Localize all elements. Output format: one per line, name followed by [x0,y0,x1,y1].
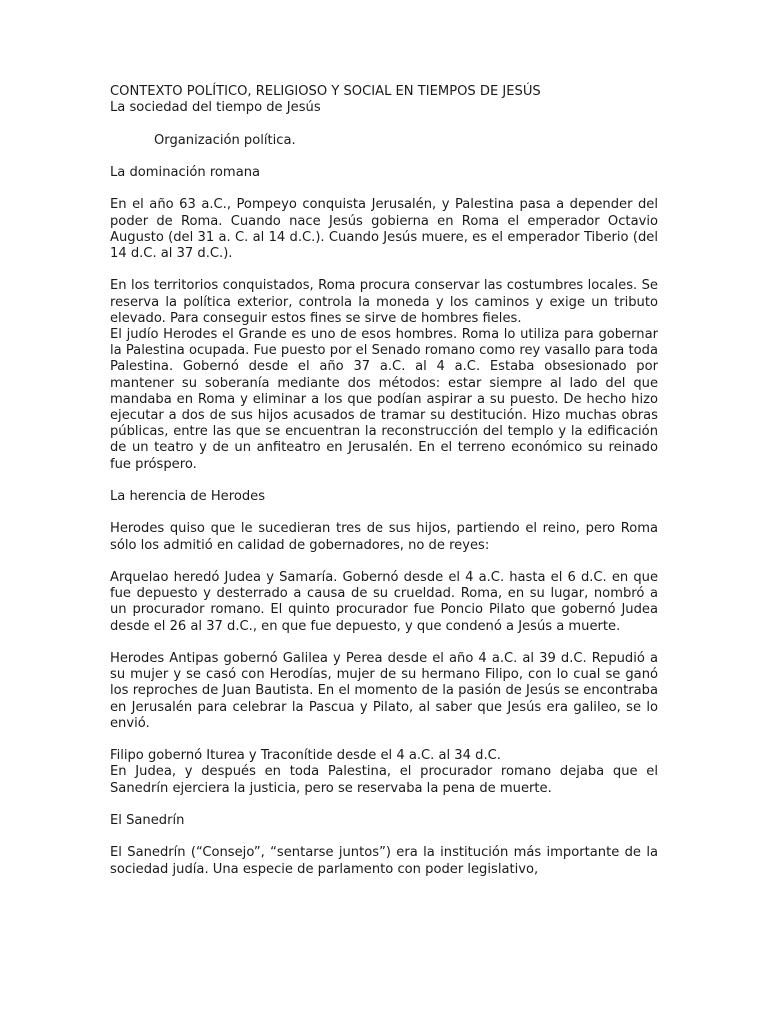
section-heading-political: Organización política. [154,132,296,148]
paragraph-dominacion-3: El judío Herodes el Grande es uno de esos hombres. Roma lo utiliza para gobernar la Palestina ocupada. Fue puesto por el Senado romano como rey vasallo para toda Palestina. Gobernó desde el año 37 a.C. al 4 a.C. Estaba obsesionado por mantener su soberanía mediante dos métodos: estar siempre al lado del que mandaba en Roma y eliminar a los que podían aspirar a su puesto. De hecho hizo ejecutar a dos de sus hijos acusados de tramar su destitución. Hizo muchas obras públicas, entre las que se encuentran la reconstrucción del templo y la edificación de un teatro y de un anfiteatro en Jerusalén. En el terreno económico su reinado fue próspero. [110,326,658,472]
paragraph-sanedrin-1: El Sanedrín (“Consejo”, “sentarse juntos”) era la institución más importante de la sociedad judía. Una especie de parlamento con poder legislativo, [110,845,658,877]
spacer [110,505,658,521]
document-page [110,84,658,894]
paragraph-herencia-5: En Judea, y después en toda Palestina, el procurador romano dejaba que el Sanedrín ejerciera la justicia, pero se reservaba la pena de muerte. [110,764,658,796]
spacer [110,829,658,845]
paragraph-herencia-1: Herodes quiso que le sucedieran tres de sus hijos, partiendo el reino, pero Roma sólo los admitió en calidad de gobernadores, no de reyes: [110,521,658,553]
spacer [110,149,658,165]
spacer [110,116,658,132]
heading-herencia-herodes: La herencia de Herodes [110,489,266,504]
heading-dominacion-romana: La dominación romana [110,164,261,180]
paragraph-herencia-3: Herodes Antipas gobernó Galilea y Perea desde el año 4 a.C. al 39 d.C. Repudió a su mujer y se casó con Herodías, mujer de su hermano Filipo, con lo cual se ganó los reproches de Juan Bautista. En el momento de la pasión de Jesús se encontraba en Jerusalén para celebrar la Pascua y Pilato, al saber que Jesús era galileo, se lo envió. [110,650,658,731]
paragraph-herencia-4: Filipo gobernó Iturea y Traconítide desde el 4 a.C. al 34 d.C. [110,748,501,764]
heading-sanedrin: El Sanedrín [110,812,185,828]
paragraph-herencia-2: Arquelao heredó Judea y Samaría. Gobernó desde el 4 a.C. hasta el 6 d.C. en que fue depuesto y desterrado a causa de su crueldad. Roma, en su lugar, nombró a un procurador romano. El quinto procurador fue Poncio Pilato que gobernó Judea desde el 26 al 37 d.C., en que fue depuesto, y que condenó a Jesús a muerte. [110,569,658,634]
document-subtitle: La sociedad del tiempo de Jesús [110,100,321,116]
paragraph-dominacion-1: En el año 63 a.C., Pompeyo conquista Jerusalén, y Palestina pasa a depender del poder de Roma. Cuando nace Jesús gobierna en Roma el emperador Octavio Augusto (del 31 a. C. al 14 d.C.). Cuando Jesús muere, es el emperador Tiberio (del 14 d.C. al 37 d.C.). [110,197,658,261]
document-title: CONTEXTO POLÍTICO, RELIGIOSO Y SOCIAL EN TIEMPOS DE JESÚS [110,84,541,99]
spacer [110,181,658,197]
paragraph-dominacion-2: En los territorios conquistados, Roma procura conservar las costumbres locales. Se reserva la política exterior, controla la moneda y los caminos y exige un tributo elevado. Para conseguir estos fines se sirve de hombres fieles. [110,278,658,326]
